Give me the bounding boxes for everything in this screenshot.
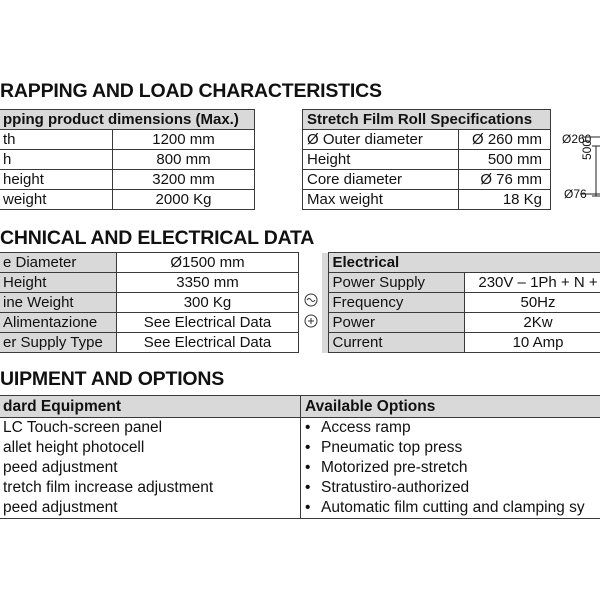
row-label: Core diameter: [303, 170, 459, 190]
table-row: [322, 293, 600, 313]
wrapping-table-header: pping product dimensions (Max.): [0, 110, 255, 130]
row-label: Current: [328, 333, 464, 353]
ac-power-icon: [300, 290, 322, 334]
table-row: [0, 130, 255, 150]
row-value: 500 mm: [459, 150, 551, 170]
standard-equipment-header: dard Equipment: [0, 396, 301, 418]
table-row: [322, 253, 600, 273]
row-label: Power Supply: [328, 273, 464, 293]
row-label: height: [0, 170, 113, 190]
table-row: [0, 458, 600, 478]
row-value: 2Kw: [464, 313, 600, 333]
table-row: [0, 150, 255, 170]
row-value: 18 Kg: [459, 190, 551, 210]
option-item: • Pneumatic top press: [301, 438, 600, 458]
row-value: 800 mm: [113, 150, 255, 170]
row-label: er Supply Type: [0, 333, 117, 353]
row-value: 230V – 1Ph + N +: [464, 273, 600, 293]
standard-item: peed adjustment: [0, 498, 301, 519]
film-table-header: Stretch Film Roll Specifications: [303, 110, 551, 130]
bullet-icon: •: [305, 499, 311, 516]
row-label: ine Weight: [0, 293, 117, 313]
option-item: • Access ramp: [301, 418, 600, 439]
bullet-icon: •: [305, 439, 311, 456]
electrical-data-table: [322, 252, 600, 353]
row-label: Alimentazione: [0, 313, 117, 333]
row-value: See Electrical Data: [117, 333, 299, 353]
table-row: [0, 273, 299, 293]
table-row: [303, 130, 551, 150]
row-value: Ø 260 mm: [459, 130, 551, 150]
table-row: [303, 150, 551, 170]
section-heading-equipment: UIPMENT AND OPTIONS: [0, 368, 225, 390]
bullet-icon: •: [305, 459, 311, 476]
standard-item: peed adjustment: [0, 458, 301, 478]
option-item: • Motorized pre-stretch: [301, 458, 600, 478]
table-row: [0, 418, 600, 439]
row-label: h: [0, 150, 113, 170]
height-dim-label: 500: [580, 139, 594, 160]
table-row: [0, 190, 255, 210]
table-row: [322, 273, 600, 293]
row-value: 10 Amp: [464, 333, 600, 353]
available-options-header: Available Options: [301, 396, 600, 418]
table-row: [0, 478, 600, 498]
stretch-film-table: [302, 109, 551, 210]
section-heading-technical: CHNICAL AND ELECTRICAL DATA: [0, 227, 315, 249]
table-row: [0, 498, 600, 519]
row-value: 300 Kg: [117, 293, 299, 313]
row-label: Power: [328, 313, 464, 333]
equipment-options-table: [0, 395, 600, 519]
table-row: [0, 438, 600, 458]
row-value: See Electrical Data: [117, 313, 299, 333]
row-label: Ø Outer diameter: [303, 130, 459, 150]
table-row: [0, 333, 299, 353]
row-value: 50Hz: [464, 293, 600, 313]
standard-item: allet height photocell: [0, 438, 301, 458]
table-row: [0, 293, 299, 313]
row-label: Height: [0, 273, 117, 293]
wrapping-dimensions-table: [0, 109, 255, 210]
row-value: 3200 mm: [113, 170, 255, 190]
film-roll-dimension-lines: [556, 128, 600, 212]
bullet-icon: •: [305, 479, 311, 496]
table-row: [303, 170, 551, 190]
row-value: 1200 mm: [113, 130, 255, 150]
core-diameter-label: Ø76: [564, 187, 587, 201]
option-item: • Stratustiro-authorized: [301, 478, 600, 498]
row-value: Ø 76 mm: [459, 170, 551, 190]
row-value: 2000 Kg: [113, 190, 255, 210]
table-row: [0, 313, 299, 333]
technical-data-table: [0, 252, 299, 353]
table-row: [322, 333, 600, 353]
table-row: [322, 313, 600, 333]
row-value: Ø1500 mm: [117, 253, 299, 273]
table-row: [0, 170, 255, 190]
bullet-icon: •: [305, 419, 311, 436]
row-label: e Diameter: [0, 253, 117, 273]
standard-item: tretch film increase adjustment: [0, 478, 301, 498]
electrical-header: Electrical: [328, 253, 600, 273]
outer-diameter-label: Ø260: [562, 132, 592, 146]
section-heading-load: RAPPING AND LOAD CHARACTERISTICS: [0, 80, 382, 102]
row-label: Frequency: [328, 293, 464, 313]
row-label: weight: [0, 190, 113, 210]
row-label: Height: [303, 150, 459, 170]
standard-item: LC Touch-screen panel: [0, 418, 301, 439]
row-label: th: [0, 130, 113, 150]
row-label: Max weight: [303, 190, 459, 210]
table-row: [0, 253, 299, 273]
option-item: • Automatic film cutting and clamping sy: [301, 498, 600, 519]
row-value: 3350 mm: [117, 273, 299, 293]
table-row: [303, 190, 551, 210]
